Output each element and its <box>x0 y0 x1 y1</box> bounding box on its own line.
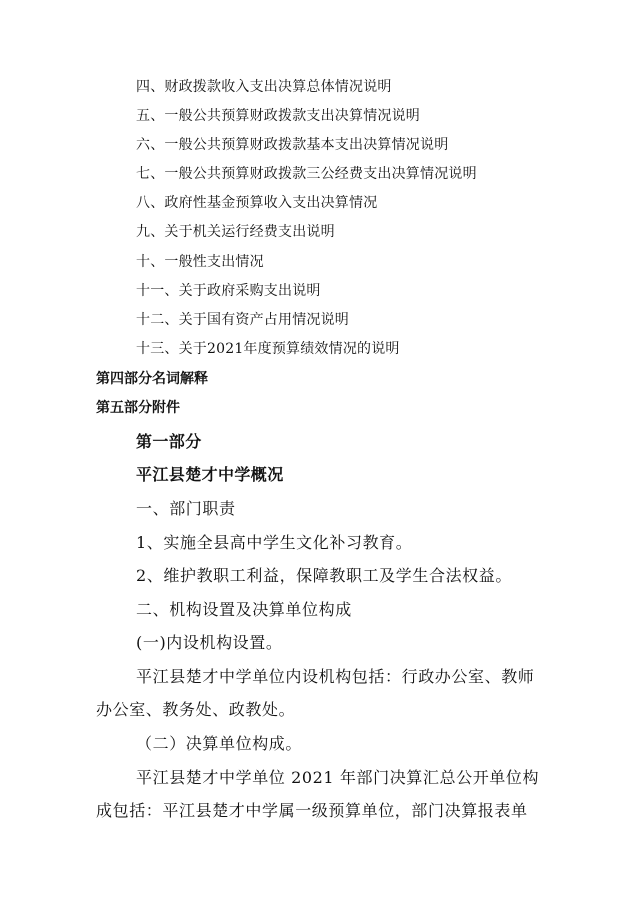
toc-item: 七、一般公共预算财政拨款三公经费支出决算情况说明 <box>136 166 477 182</box>
duty-item: 2、维护教职工利益，保障教职工及学生合法权益。 <box>136 566 512 585</box>
toc-item: 十一、关于政府采购支出说明 <box>136 283 321 299</box>
toc-item: 六、一般公共预算财政拨款基本支出决算情况说明 <box>136 137 449 153</box>
toc-item: 八、政府性基金预算收入支出决算情况 <box>136 195 378 211</box>
subsection1-title: (一)内设机构设置。 <box>136 633 283 652</box>
part5-heading: 第五部分附件 <box>96 400 180 416</box>
section2-title: 二、机构设置及决算单位构成 <box>136 600 352 619</box>
paragraph-line: 平江县楚才中学单位内设机构包括：行政办公室、教师 <box>136 667 535 686</box>
part1-heading: 第一部分 <box>136 432 202 451</box>
part4-heading: 第四部分名词解释 <box>96 371 208 387</box>
paragraph-line: 办公室、教务处、政教处。 <box>96 700 296 719</box>
toc-item: 十三、关于2021年度预算绩效情况的说明 <box>136 341 400 357</box>
paragraph-line: 成包括：平江县楚才中学属一级预算单位，部门决算报表单 <box>96 801 528 820</box>
toc-item: 十二、关于国有资产占用情况说明 <box>136 312 349 328</box>
paragraph-line: 平江县楚才中学单位 2021 年部门决算汇总公开单位构 <box>136 768 540 787</box>
toc-item: 四、财政拨款收入支出决算总体情况说明 <box>136 79 392 95</box>
toc-item: 九、关于机关运行经费支出说明 <box>136 224 335 240</box>
section1-title: 一、部门职责 <box>136 499 236 518</box>
toc-item: 十、一般性支出情况 <box>136 254 264 270</box>
duty-item: 1、实施全县高中学生文化补习教育。 <box>136 533 413 552</box>
subsection2-title: （二）决算单位构成。 <box>136 734 303 753</box>
toc-item: 五、一般公共预算财政拨款支出决算情况说明 <box>136 108 420 124</box>
overview-heading: 平江县楚才中学概况 <box>136 465 284 484</box>
